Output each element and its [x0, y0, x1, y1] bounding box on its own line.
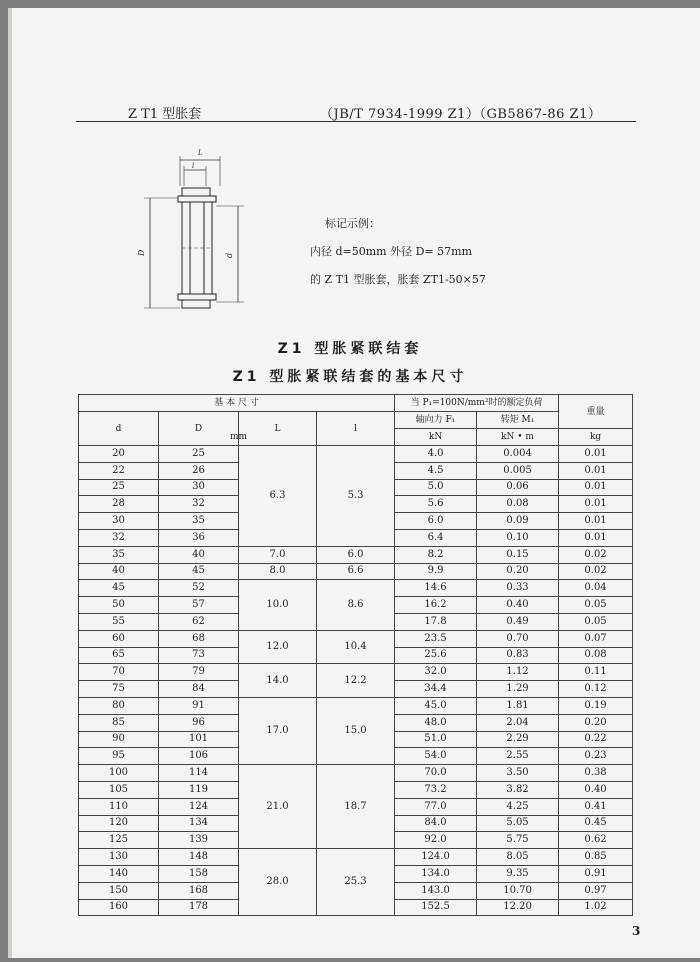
cell-axial-force: 16.2: [395, 597, 477, 614]
cell-d: 150: [79, 882, 159, 899]
cell-torque: 1.12: [477, 664, 559, 681]
cell-D: 134: [159, 815, 239, 832]
cell-L: 6.3: [239, 446, 317, 547]
unit-mm: mm: [230, 432, 248, 442]
cell-D: 35: [159, 513, 239, 530]
cell-axial-force: 25.6: [395, 647, 477, 664]
cell-axial-force: 124.0: [395, 849, 477, 866]
cell-D: 52: [159, 580, 239, 597]
cell-D: 101: [159, 731, 239, 748]
cell-torque: 0.005: [477, 462, 559, 479]
cell-D: 26: [159, 462, 239, 479]
marking-example-title: 标记示例：: [325, 217, 380, 230]
cell-d: 35: [79, 546, 159, 563]
cell-L: 21.0: [239, 765, 317, 849]
label-D: D: [137, 249, 146, 256]
sleeve-cross-section-diagram: [120, 140, 270, 320]
cell-axial-force: 51.0: [395, 731, 477, 748]
table-title: Z1 型胀紧联结套的基本尺寸: [232, 369, 468, 385]
cell-d: 30: [79, 513, 159, 530]
cell-l: 18.7: [317, 765, 395, 849]
cell-D: 148: [159, 849, 239, 866]
page-number: 3: [632, 924, 641, 938]
cell-torque: 4.25: [477, 798, 559, 815]
cell-weight: 0.05: [559, 613, 633, 630]
cell-axial-force: 70.0: [395, 765, 477, 782]
header-l: l: [317, 412, 395, 446]
cell-torque: 0.33: [477, 580, 559, 597]
cell-torque: 5.75: [477, 832, 559, 849]
cell-weight: 1.02: [559, 899, 633, 916]
cell-axial-force: 6.0: [395, 513, 477, 530]
cell-weight: 0.02: [559, 563, 633, 580]
cell-weight: 0.40: [559, 781, 633, 798]
cell-L: 12.0: [239, 630, 317, 664]
cell-weight: 0.85: [559, 849, 633, 866]
cell-axial-force: 4.0: [395, 446, 477, 463]
cell-weight: 0.05: [559, 597, 633, 614]
cell-torque: 5.05: [477, 815, 559, 832]
cell-D: 30: [159, 479, 239, 496]
table-row: [79, 563, 633, 580]
cell-torque: 1.29: [477, 681, 559, 698]
section-title: Z1 型胀紧联结套: [277, 341, 423, 357]
table-row: [79, 446, 633, 463]
unit-knm: kN • m: [477, 429, 559, 446]
cell-weight: 0.01: [559, 479, 633, 496]
cell-weight: 0.01: [559, 496, 633, 513]
cell-axial-force: 23.5: [395, 630, 477, 647]
header-torque: 转矩 M₁: [477, 412, 559, 429]
table-row: [79, 849, 633, 866]
cell-D: 139: [159, 832, 239, 849]
cell-d: 32: [79, 529, 159, 546]
cell-D: 178: [159, 899, 239, 916]
cell-D: 124: [159, 798, 239, 815]
cell-torque: 0.10: [477, 529, 559, 546]
cell-axial-force: 4.5: [395, 462, 477, 479]
cell-axial-force: 77.0: [395, 798, 477, 815]
cell-torque: 0.06: [477, 479, 559, 496]
cell-d: 125: [79, 832, 159, 849]
cell-d: 28: [79, 496, 159, 513]
label-d: d: [225, 252, 234, 258]
cell-torque: 0.15: [477, 546, 559, 563]
cell-torque: 0.70: [477, 630, 559, 647]
cell-weight: 0.11: [559, 664, 633, 681]
cell-weight: 0.02: [559, 546, 633, 563]
cell-d: 65: [79, 647, 159, 664]
cell-weight: 0.41: [559, 798, 633, 815]
cell-d: 130: [79, 849, 159, 866]
cell-D: 25: [159, 446, 239, 463]
cell-d: 100: [79, 765, 159, 782]
cell-d: 55: [79, 613, 159, 630]
cell-d: 140: [79, 865, 159, 882]
cell-weight: 0.62: [559, 832, 633, 849]
table-row: [79, 630, 633, 647]
cell-d: 110: [79, 798, 159, 815]
cell-axial-force: 6.4: [395, 529, 477, 546]
cell-axial-force: 14.6: [395, 580, 477, 597]
cell-l: 10.4: [317, 630, 395, 664]
cell-weight: 0.04: [559, 580, 633, 597]
cell-d: 85: [79, 714, 159, 731]
cell-d: 120: [79, 815, 159, 832]
cell-d: 50: [79, 597, 159, 614]
cell-axial-force: 143.0: [395, 882, 477, 899]
cell-d: 90: [79, 731, 159, 748]
cell-d: 80: [79, 697, 159, 714]
cell-weight: 0.01: [559, 462, 633, 479]
unit-kn: kN: [395, 429, 477, 446]
cell-D: 119: [159, 781, 239, 798]
marking-example-line2: 的 Z T1 型胀套，胀套 ZT1-50×57: [310, 273, 486, 286]
cell-torque: 0.20: [477, 563, 559, 580]
cell-axial-force: 8.2: [395, 546, 477, 563]
label-L: L: [198, 149, 203, 157]
table-row: [79, 765, 633, 782]
cell-D: 57: [159, 597, 239, 614]
cell-d: 75: [79, 681, 159, 698]
cell-axial-force: 48.0: [395, 714, 477, 731]
cell-axial-force: 34.4: [395, 681, 477, 698]
cell-L: 7.0: [239, 546, 317, 563]
cell-axial-force: 5.6: [395, 496, 477, 513]
cell-d: 25: [79, 479, 159, 496]
header-weight: 重量: [559, 395, 633, 429]
cell-torque: 0.49: [477, 613, 559, 630]
table-row: [79, 697, 633, 714]
cell-axial-force: 54.0: [395, 748, 477, 765]
cell-torque: 0.08: [477, 496, 559, 513]
cell-weight: 0.38: [559, 765, 633, 782]
cell-l: 8.6: [317, 580, 395, 630]
cell-weight: 0.01: [559, 513, 633, 530]
cell-weight: 0.97: [559, 882, 633, 899]
cell-L: 10.0: [239, 580, 317, 630]
header-standard-codes: （JB/T 7934-1999 Z1）（GB5867-86 Z1）: [320, 107, 602, 122]
cell-d: 22: [79, 462, 159, 479]
table-row: [79, 664, 633, 681]
cell-d: 105: [79, 781, 159, 798]
cell-weight: 0.07: [559, 630, 633, 647]
cell-torque: 12.20: [477, 899, 559, 916]
cell-weight: 0.01: [559, 446, 633, 463]
header-basic-dimensions: 基 本 尺 寸: [79, 395, 395, 412]
header-left-title: Z T1 型胀套: [128, 107, 202, 122]
cell-torque: 10.70: [477, 882, 559, 899]
cell-d: 45: [79, 580, 159, 597]
header-D: D: [159, 412, 239, 446]
cell-D: 96: [159, 714, 239, 731]
cell-torque: 3.82: [477, 781, 559, 798]
cell-axial-force: 5.0: [395, 479, 477, 496]
cell-torque: 0.004: [477, 446, 559, 463]
cell-torque: 9.35: [477, 865, 559, 882]
cell-D: 79: [159, 664, 239, 681]
cell-weight: 0.19: [559, 697, 633, 714]
cell-D: 68: [159, 630, 239, 647]
cell-axial-force: 134.0: [395, 865, 477, 882]
cell-l: 6.6: [317, 563, 395, 580]
cell-weight: 0.91: [559, 865, 633, 882]
cell-L: 28.0: [239, 849, 317, 916]
cell-torque: 3.50: [477, 765, 559, 782]
dimension-table: [78, 394, 633, 916]
cell-torque: 8.05: [477, 849, 559, 866]
cell-L: 14.0: [239, 664, 317, 698]
cell-D: 91: [159, 697, 239, 714]
cell-l: 5.3: [317, 446, 395, 547]
cell-torque: 2.04: [477, 714, 559, 731]
cell-weight: 0.08: [559, 647, 633, 664]
cell-weight: 0.22: [559, 731, 633, 748]
cell-D: 36: [159, 529, 239, 546]
cell-d: 20: [79, 446, 159, 463]
header-rated-load: 当 P₁=100N/mm²时的额定负荷: [395, 395, 559, 412]
cell-axial-force: 45.0: [395, 697, 477, 714]
cell-D: 73: [159, 647, 239, 664]
header-L: L: [239, 412, 317, 446]
cell-axial-force: 73.2: [395, 781, 477, 798]
cell-L: 8.0: [239, 563, 317, 580]
header-rule: [76, 121, 636, 122]
cell-D: 84: [159, 681, 239, 698]
cell-d: 70: [79, 664, 159, 681]
cell-weight: 0.01: [559, 529, 633, 546]
cell-d: 40: [79, 563, 159, 580]
unit-kg: kg: [559, 429, 633, 446]
header-d: d: [79, 412, 159, 446]
cell-d: 95: [79, 748, 159, 765]
cell-D: 114: [159, 765, 239, 782]
header-axial-force: 轴向力 F₁: [395, 412, 477, 429]
cell-torque: 2.55: [477, 748, 559, 765]
cell-axial-force: 92.0: [395, 832, 477, 849]
label-l: l: [192, 162, 195, 170]
cell-axial-force: 84.0: [395, 815, 477, 832]
marking-example-line1: 内径 d=50mm 外径 D= 57mm: [310, 245, 472, 258]
cell-L: 17.0: [239, 697, 317, 764]
table-row: [79, 546, 633, 563]
cell-axial-force: 17.8: [395, 613, 477, 630]
table-row: [79, 580, 633, 597]
cell-torque: 2.29: [477, 731, 559, 748]
cell-D: 32: [159, 496, 239, 513]
cell-axial-force: 32.0: [395, 664, 477, 681]
cell-l: 25.3: [317, 849, 395, 916]
cell-D: 168: [159, 882, 239, 899]
cell-l: 15.0: [317, 697, 395, 764]
cell-weight: 0.12: [559, 681, 633, 698]
cell-weight: 0.23: [559, 748, 633, 765]
cell-D: 106: [159, 748, 239, 765]
cell-l: 12.2: [317, 664, 395, 698]
cell-weight: 0.45: [559, 815, 633, 832]
cell-d: 160: [79, 899, 159, 916]
cell-torque: 1.81: [477, 697, 559, 714]
cell-axial-force: 9.9: [395, 563, 477, 580]
cell-weight: 0.20: [559, 714, 633, 731]
cell-torque: 0.83: [477, 647, 559, 664]
cell-torque: 0.09: [477, 513, 559, 530]
cell-d: 60: [79, 630, 159, 647]
cell-D: 62: [159, 613, 239, 630]
cell-D: 158: [159, 865, 239, 882]
cell-axial-force: 152.5: [395, 899, 477, 916]
cell-l: 6.0: [317, 546, 395, 563]
cell-D: 45: [159, 563, 239, 580]
cell-torque: 0.40: [477, 597, 559, 614]
cell-D: 40: [159, 546, 239, 563]
